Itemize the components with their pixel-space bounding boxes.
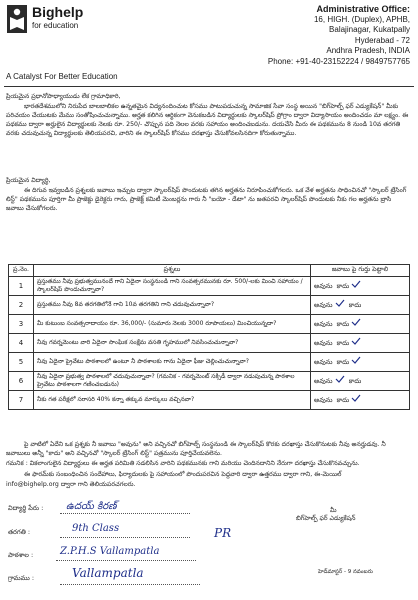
tick-mark-icon [351, 318, 361, 326]
tagline: A Catalyst For Better Education [6, 72, 118, 81]
village-value[interactable]: Vallampatla [72, 566, 144, 580]
intro-paragraph: భారతదేశములోని నిరుపేద బాలబాలికల ఉన్నతమైన విద్యనందించుట కోసము పాటుపడుచున్న సామాజిక సేవా సంస్థ అయిన "బిగ్‌హెల్ప్ ఫర్ ఎడ్యుకేషన్" మీకు పరిచయం చేయుటకు మేము సంతోషించుచున్నాము. అర్హత కలిగిన ఆర్థికంగా వెనుకబడిన విద్యార్థులకు స్కాలర్‌షిప్ ప్రోగ్రాం ద్వారా విద్యాసాయం అందించడం మా లక్ష్యం. ఈ పథకము ద్వారా అర్హులైన విద్యార్థులకు నెలకు రూ. 250/- చొప్పున పది నెలల వరకు సహాయం అందించబడును. దయచేసి మీరు ఈ పథకమును 8 నుండి 10వ తరగతి వరకు చదువుచున్న విద్యార్థులకు తెలియపరచి, వారిని ఈ స్కాలర్‌షిప్ కోసము దరఖాస్తు చేసుకోవలసినదిగా కోరుతున్నాము. [6, 103, 409, 137]
table-row [9, 353, 410, 372]
tick-mark-icon [351, 394, 361, 402]
table-row [9, 315, 410, 334]
answer-yes[interactable]: అవును [314, 377, 333, 385]
question-number: 5 [9, 353, 34, 372]
question-number: 1 [9, 277, 34, 296]
tick-mark-icon [351, 337, 361, 345]
answer-no[interactable]: కాదు [348, 377, 362, 385]
eligibility-note-paragraph: పై వాటిలో ఏదేని ఒక ప్రశ్నకు నీ జవాబు "అవును" అని వచ్చినచో బిగ్‌హెల్ప్ సంస్థనుండి ఈ స్కాలర్‌షిప్ కొరకు దరఖాస్తు చేసుకొనుటకు నీవు అనర్హుడవు. నీ జవాబులు అన్నీ "కాదు" అని వచ్చినచో "స్కాలర్ ట్రేసింగ్ లిస్ట్" పత్రమును పూర్తిచేయవలెను. [6, 441, 386, 457]
question-text: మీ కుటుంబ సంవత్సరాదాయం రూ. 36,000/- (సుమారు నెలకు 3000 రూపాయలు) మించియున్నదా? [34, 315, 311, 334]
village-line [60, 584, 200, 585]
tick-mark-icon [351, 280, 361, 288]
question-number: 6 [9, 372, 34, 391]
answer-yes[interactable]: అవును [314, 339, 333, 347]
instructions-paragraph: ఈ దిగువ ఇవ్వబడిన ప్రశ్నలకు జవాబు ఇచ్చుట ద్వారా స్కాలర్‌షిప్ పొందుటకు తగిన అర్హతను నిరూపించుకోగలరు. ఒక వేళ అర్హతను సాధించినచో "స్కాలర్ ట్రేసింగ్ లిస్ట్" పథకమును పూర్తిగా మీ ప్రాజెక్టు డైరెక్టరు గారు, ప్రాజెక్ట్ కమిటీ మెంబర్లను గారు నీ "బయో - డేటా" ను జతపరచి స్కాలర్‌షిప్ పొందుటకు నీకు గల అర్హతను బ్రాసి జవాబు చేసుకోగలరు. [6, 187, 407, 212]
student-name-label: విద్యార్థి పేరు : [8, 504, 44, 512]
answer-cell[interactable] [311, 277, 410, 296]
school-line [56, 560, 196, 561]
column-header-number: ప్ర.నెం. [9, 265, 34, 277]
office-line: Andhra Pradesh, INDIA [326, 46, 410, 55]
footer-signature-note: హెడ్‌మాస్టర్ - 9 నవంబరు [318, 569, 373, 575]
office-line: 16, HIGH. (Duplex), APHB, [313, 14, 410, 24]
tick-mark-icon [335, 299, 345, 307]
salutation-student: ప్రియమైన విద్యార్థి, [6, 177, 51, 184]
answer-yes[interactable]: అవును [314, 282, 333, 290]
question-text: ప్రస్తుతము నీవు ప్రభుత్వమునందే గాని ఏదైనా సంస్థనుండి గాని సంవత్సరమునకు రూ. 500/-లకు మించి సహాయం / స్కాలర్‌షిప్ పొందుచున్నావా? [34, 277, 311, 296]
student-name-line [60, 513, 190, 514]
question-number: 2 [9, 296, 34, 315]
answer-no[interactable]: కాదు [336, 320, 350, 328]
student-name-value[interactable]: ఉదయ్ కిరణ్ [66, 501, 117, 512]
tick-mark-icon [335, 375, 345, 383]
class-value[interactable]: 9th Class [72, 523, 120, 534]
office-title: Administrative Office: [316, 4, 410, 14]
salutation-headmaster: ప్రియమైన ప్రధానోపాధ్యాయుడు లేక గ్రామాధికారి, [6, 93, 121, 100]
contact-paragraph: ఈ ఫారమ్‌కు సంబంధించిన సందేహాలు, ఫిర్యాదులకు పై సహాయంలో పొందుపరచిన పెద్దవారి ద్వారా ఉత్తరము ద్వారా గాని, ఈ-మెయిల్ [24, 471, 342, 478]
eligibility-questions-table [8, 264, 410, 410]
class-label: తరగతి : [8, 528, 31, 536]
table-row [9, 296, 410, 315]
answer-no[interactable]: కాదు [336, 282, 350, 290]
table-row [9, 334, 410, 353]
bighelp-logo-icon [6, 4, 28, 34]
table-header-row [9, 265, 410, 277]
column-header-answer: జవాబు పై గుర్తు పెట్టాలి [311, 265, 410, 277]
question-text: నీవు ఏదైనా ప్రభుత్వ పాఠశాలలో చదువుచున్నావా? (గమనిక - గవర్నమెంట్ సక్సిడీ ద్వారా నడుపుచున్న పాఠశాల ప్రైవేటు పాఠశాలగా గణించబడును) [34, 372, 311, 391]
question-number: 3 [9, 315, 34, 334]
answer-cell[interactable] [311, 391, 410, 410]
question-text: నీకు గత పరీక్షలో సరాసరి 40% కన్నా తక్కువ మార్కులు వచ్చినవా? [34, 391, 311, 410]
brand-subtitle: for education [32, 21, 79, 30]
office-line: Balajinagar, Kukatpally [329, 25, 410, 34]
answer-no[interactable]: కాదు [348, 301, 362, 309]
answer-no[interactable]: కాదు [336, 339, 350, 347]
school-label: పాఠశాల : [8, 551, 34, 559]
answer-yes[interactable]: అవును [314, 358, 333, 366]
office-line: Hyderabad - 72 [354, 35, 410, 45]
class-line [60, 537, 190, 538]
answer-yes[interactable]: అవును [314, 301, 333, 309]
column-header-questions: ప్రశ్నలు [34, 265, 311, 277]
signoff-line1: మీ [330, 507, 337, 514]
question-text: నీవు ఏదైనా ప్రైవేటు పాఠశాలలో ఉంటూ నీ పాఠశాలకు గాను ఏదైనా ఫీజు చెల్లించుచున్నావా? [34, 353, 311, 372]
answer-no[interactable]: కాదు [336, 358, 350, 366]
answer-cell[interactable] [311, 372, 410, 391]
answer-yes[interactable]: అవును [314, 320, 333, 328]
signature: PR [214, 526, 232, 540]
signoff-line2: బిగ్‌హెల్ప్ ఫర్ ఎడ్యుకేషన్ [296, 515, 356, 522]
header-divider [4, 86, 414, 87]
brand-name: Bighelp [32, 4, 84, 20]
table-row [9, 372, 410, 391]
table-row [9, 277, 410, 296]
tick-mark-icon [351, 356, 361, 364]
answer-yes[interactable]: అవును [314, 396, 333, 404]
contact-email: info@bighelp.org ద్వారా గాని తెలియపరచగలరు. [6, 481, 136, 488]
question-number: 7 [9, 391, 34, 410]
answer-no[interactable]: కాదు [336, 396, 350, 404]
answer-cell[interactable] [311, 353, 410, 372]
disability-note: గమనిక : వికలాంగులైన విద్యార్థులు ఈ అర్హత పరిమితి సడలిసిన వారిని పథకమునకు గాని మరియు చెందినదానిని నేరుగా దరఖాస్తు చేసుకొనవచ్చును. [6, 460, 360, 467]
question-text: ప్రస్తుతము నీవు 8వ తరగతిలోనే గాని 10వ తరగతిని గాని చదువుచున్నావా? [34, 296, 311, 315]
answer-cell[interactable] [311, 315, 410, 334]
table-row [9, 391, 410, 410]
question-number: 4 [9, 334, 34, 353]
office-phone: Phone: +91-40-23152224 / 9849757765 [267, 56, 410, 66]
village-label: గ్రామము : [8, 574, 35, 582]
office-address [210, 4, 410, 67]
answer-cell[interactable] [311, 296, 410, 315]
answer-cell[interactable] [311, 334, 410, 353]
school-value[interactable]: Z.P.H.S Vallampatla [60, 546, 160, 557]
question-text: నీవు గవర్నమెంటు వారి ఏదైనా సాంఘిక సంక్షేమ వసతి గృహములో నివసించుచున్నావా? [34, 334, 311, 353]
